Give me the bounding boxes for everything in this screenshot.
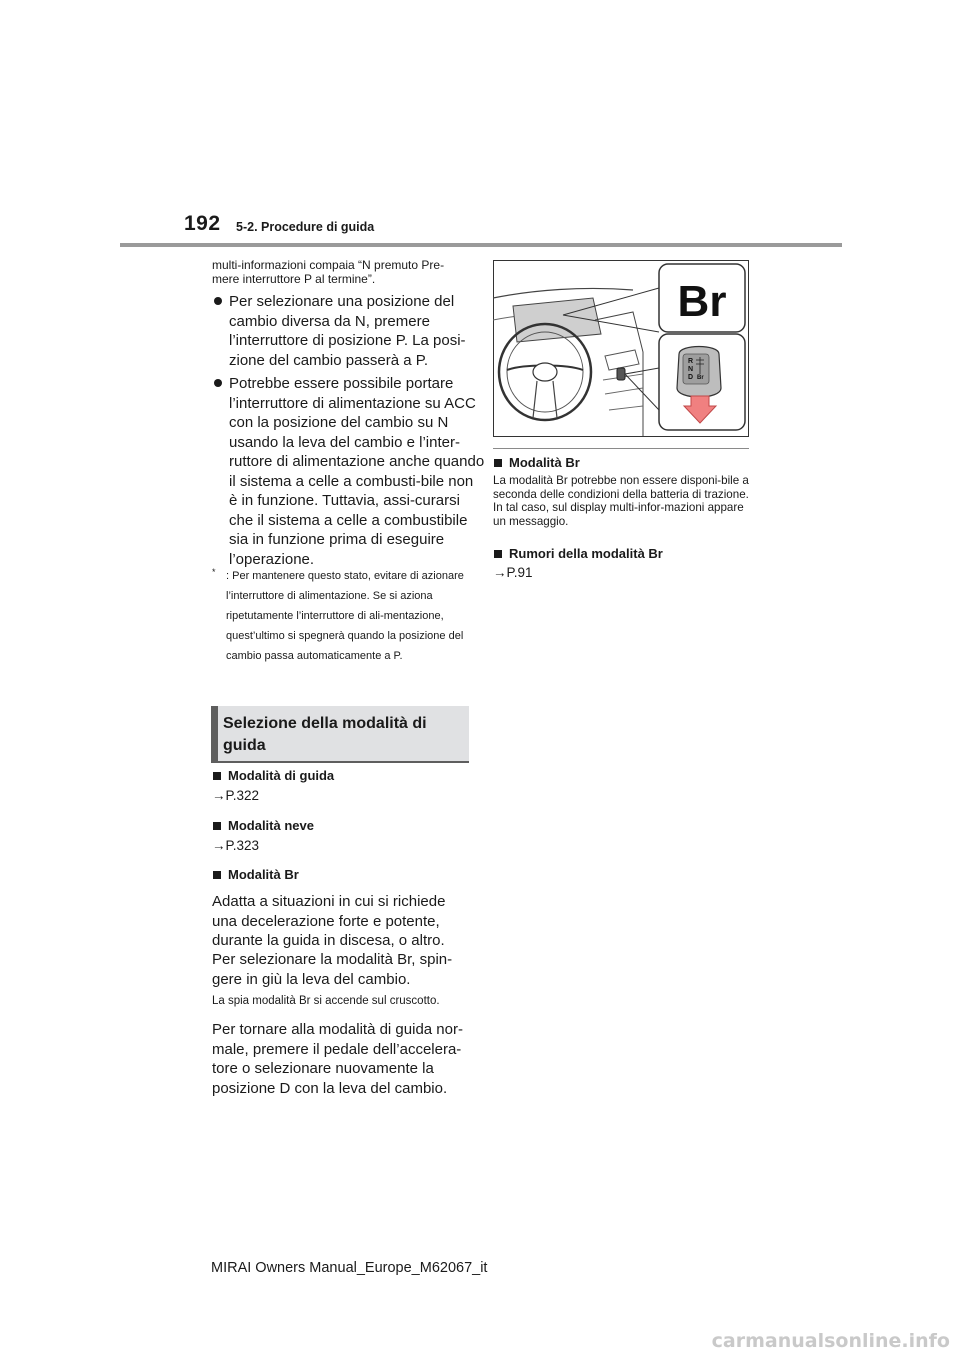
bullet-item: Potrebbe essere possibile portare l’interruttore di alimentazione su ACC con la posizione del cambio su N usando la leva del cambio e l’inter-ruttore di alimentazione anche quando il sistema a celle a combusti-bile non è in funzione. Tuttavia, assi-curarsi che il sistema a celle a combustibile sia in funzione prima di eseguire l’operazione. [212,374,485,569]
subheading-snow-mode: Modalità neve [212,818,314,834]
dashboard-drawing [493,260,749,437]
watermark: carmanualsonline.info [711,1330,950,1352]
subheading-driving-mode: Modalità di guida [212,768,334,784]
page-reference: →P.91 [493,565,533,580]
lever-label-d: D [688,374,694,381]
subheading-br-mode-note: Modalità Br [493,455,580,471]
subheading-br-noise: Rumori della modalità Br [493,546,663,562]
footnote [212,566,484,666]
paragraph: La modalità Br potrebbe non essere disponi-bile a seconda delle condizioni della batteria di trazione. In tal caso, sul display multi-infor-mazioni appare un messaggio. [493,474,749,528]
paragraph: Per tornare alla modalità di guida nor-male, premere il pedale dell’accelera-tore o selezionare nuovamente la posizione D con la leva del cambio. [212,1021,463,1097]
intro-text: multi-informazioni compaia “N premuto Pre-mere interruttore P al termine”. [212,258,445,286]
footnote-mark: * [212,567,216,577]
footnote-text: : Per mantenere questo stato, evitare di azionare l’interruttore di alimentazione. Se si aziona ripetutamente l’interruttore di ali-mentazione, quest’ultimo si spegnerà quando la posizione del cambio passa automaticamente a P. [226,570,464,662]
note-paragraph: La spia modalità Br si accende sul cruscotto. [212,995,440,1007]
bullet-item: Per selezionare una posizione del cambio diversa da N, premere l’interruttore di posizione P. La posi-zione del cambio passerà a P. [212,292,485,370]
figure-divider [493,448,749,449]
section-title: Selezione della modalità di guida [223,715,427,754]
page-number: 192 [184,212,221,235]
section-reference: 5-2. Procedure di guida [236,220,375,234]
br-indicator-text: Br [677,277,727,326]
br-mode-illustration [493,260,749,437]
subheading-br-mode: Modalità Br [212,867,299,883]
lever-label-n: N [688,366,694,373]
page-reference: →P.323 [212,838,260,853]
header-divider [120,243,842,247]
paragraph: Per selezionare la modalità Br, spin-gere in giù la leva del cambio. [212,951,453,988]
lever-label-r: R [688,358,694,365]
footer-text: MIRAI Owners Manual_Europe_M62067_it [211,1260,488,1276]
paragraph: Adatta a situazioni in cui si richiede una decelerazione forte e potente, durante la guida in discesa, o altro. [212,893,446,949]
page-reference: →P.322 [212,788,260,803]
section-heading-bar [211,706,218,761]
lever-label-br: Br [697,375,704,381]
section-heading-box [211,706,469,763]
